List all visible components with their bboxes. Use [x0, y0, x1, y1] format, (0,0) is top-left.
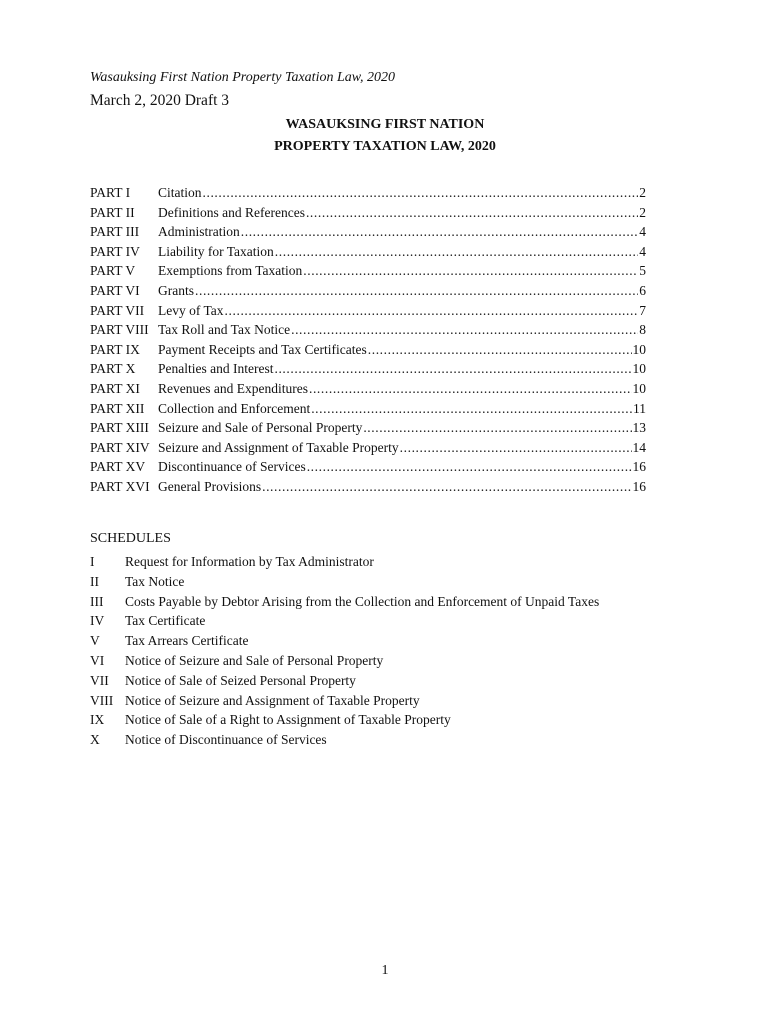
- schedules-heading: SCHEDULES: [90, 531, 171, 546]
- schedule-title: Tax Arrears Certificate: [125, 633, 249, 649]
- toc-title: Revenues and Expenditures: [158, 380, 308, 396]
- toc-part-label: PART XI: [90, 380, 140, 396]
- toc-row: [90, 222, 646, 242]
- toc-page-number: 5: [639, 263, 646, 279]
- schedule-number: IV: [90, 613, 105, 629]
- toc-leader-dots: [309, 379, 632, 399]
- toc-page-number: 14: [632, 439, 646, 455]
- toc-row: [90, 320, 646, 340]
- schedule-item: [90, 671, 650, 691]
- toc-title: Discontinuance of Services: [158, 459, 306, 475]
- toc-part-label: PART VI: [90, 282, 140, 298]
- toc-leader-dots: [274, 359, 631, 379]
- schedule-title: Notice of Sale of a Right to Assignment of Taxable Property: [125, 712, 451, 728]
- toc-page-number: 6: [639, 282, 646, 298]
- schedule-title: Request for Information by Tax Administrator: [125, 554, 374, 569]
- toc-page-number: 10: [632, 341, 646, 357]
- toc-leader-dots: [306, 203, 638, 223]
- schedule-title: Costs Payable by Debtor Arising from the Collection and Enforcement of Unpaid Taxes: [125, 593, 600, 609]
- toc-part-label: PART XII: [90, 400, 145, 416]
- schedule-number: X: [90, 732, 100, 748]
- schedule-item: [90, 592, 650, 612]
- toc-page-number: 4: [639, 224, 646, 240]
- schedule-item: [90, 730, 650, 750]
- toc-row: [90, 359, 646, 379]
- schedule-number: IX: [90, 712, 105, 728]
- toc-title: Liability for Taxation: [158, 243, 274, 259]
- toc-title: Penalties and Interest: [158, 361, 274, 377]
- toc-row: [90, 379, 646, 399]
- toc-part-label: PART XIII: [90, 420, 149, 436]
- toc-page-number: 2: [639, 204, 646, 220]
- draft-date-line: March 2, 2020 Draft 3: [90, 92, 230, 109]
- toc-page-number: 4: [639, 243, 646, 259]
- toc-row: [90, 183, 646, 203]
- schedule-title: Notice of Discontinuance of Services: [125, 732, 327, 748]
- toc-title: General Provisions: [158, 478, 262, 494]
- toc-leader-dots: [311, 399, 632, 419]
- toc-page-number: 11: [633, 400, 646, 416]
- schedule-title: Tax Notice: [125, 573, 185, 589]
- toc-row: [90, 242, 646, 262]
- toc-part-label: PART VII: [90, 302, 145, 318]
- toc-leader-dots: [303, 261, 638, 281]
- toc-row: [90, 203, 646, 223]
- toc-title: Citation: [158, 185, 202, 200]
- toc-title: Tax Roll and Tax Notice: [158, 322, 291, 338]
- toc-part-label: PART X: [90, 361, 136, 377]
- toc-leader-dots: [241, 222, 639, 242]
- schedule-number: I: [90, 554, 95, 569]
- toc-page-number: 13: [632, 420, 646, 436]
- schedule-item: [90, 552, 650, 572]
- toc-page-number: 16: [632, 478, 646, 494]
- toc-title: Exemptions from Taxation: [158, 263, 303, 279]
- running-title: Wasauksing First Nation Property Taxation Law, 2020: [90, 70, 396, 85]
- toc-page-number: 2: [639, 185, 646, 200]
- schedule-item: [90, 611, 650, 631]
- schedule-number: V: [90, 633, 100, 649]
- schedule-number: II: [90, 573, 99, 589]
- toc-part-label: PART XV: [90, 459, 146, 475]
- schedule-number: VI: [90, 652, 105, 668]
- toc-leader-dots: [400, 438, 632, 458]
- toc-row: [90, 261, 646, 281]
- schedule-item: [90, 572, 650, 592]
- toc-row: [90, 399, 646, 419]
- toc-title: Seizure and Assignment of Taxable Property: [158, 439, 399, 455]
- schedule-item: [90, 710, 650, 730]
- toc-row: [90, 438, 646, 458]
- schedule-title: Tax Certificate: [125, 613, 206, 629]
- toc-row: [90, 457, 646, 477]
- toc-row: [90, 301, 646, 321]
- table-of-contents: [90, 183, 646, 497]
- page-number: 1: [381, 963, 389, 978]
- toc-title: Administration: [158, 224, 240, 240]
- toc-leader-dots: [363, 418, 631, 438]
- toc-part-label: PART XIV: [90, 439, 150, 455]
- schedule-number: VIII: [90, 692, 114, 708]
- toc-leader-dots: [203, 183, 639, 203]
- toc-page-number: 10: [632, 380, 646, 396]
- toc-part-label: PART V: [90, 263, 136, 279]
- toc-title: Grants: [158, 282, 194, 298]
- toc-leader-dots: [368, 340, 632, 360]
- toc-leader-dots: [291, 320, 638, 340]
- schedule-title: Notice of Sale of Seized Personal Property: [125, 672, 356, 688]
- toc-row: [90, 477, 646, 497]
- toc-part-label: PART III: [90, 224, 140, 240]
- toc-title: Seizure and Sale of Personal Property: [158, 420, 363, 436]
- toc-page-number: 16: [632, 459, 646, 475]
- schedule-number: III: [90, 593, 104, 609]
- toc-title: Levy of Tax: [158, 302, 224, 318]
- schedule-title: Notice of Seizure and Sale of Personal Property: [125, 652, 384, 668]
- toc-part-label: PART II: [90, 204, 135, 220]
- document-title-line-1: WASAUKSING FIRST NATION: [285, 117, 485, 132]
- toc-page-number: 7: [639, 302, 646, 318]
- document-title-line-2: PROPERTY TAXATION LAW, 2020: [274, 139, 496, 154]
- schedule-number: VII: [90, 672, 109, 688]
- toc-leader-dots: [275, 242, 638, 262]
- toc-leader-dots: [195, 281, 638, 301]
- toc-title: Payment Receipts and Tax Certificates: [158, 341, 367, 357]
- toc-title: Collection and Enforcement: [158, 400, 311, 416]
- schedules-list: [90, 552, 650, 750]
- toc-part-label: PART IV: [90, 243, 140, 259]
- toc-leader-dots: [225, 301, 639, 321]
- schedule-item: [90, 631, 650, 651]
- schedule-item: [90, 651, 650, 671]
- toc-leader-dots: [307, 457, 632, 477]
- toc-part-label: PART I: [90, 185, 131, 200]
- toc-part-label: PART VIII: [90, 322, 149, 338]
- toc-page-number: 8: [639, 322, 646, 338]
- toc-row: [90, 340, 646, 360]
- toc-leader-dots: [262, 477, 631, 497]
- toc-title: Definitions and References: [158, 204, 305, 220]
- toc-page-number: 10: [632, 361, 646, 377]
- toc-row: [90, 418, 646, 438]
- schedule-title: Notice of Seizure and Assignment of Taxable Property: [125, 692, 420, 708]
- schedule-item: [90, 691, 650, 711]
- toc-row: [90, 281, 646, 301]
- toc-part-label: PART IX: [90, 341, 140, 357]
- toc-part-label: PART XVI: [90, 478, 150, 494]
